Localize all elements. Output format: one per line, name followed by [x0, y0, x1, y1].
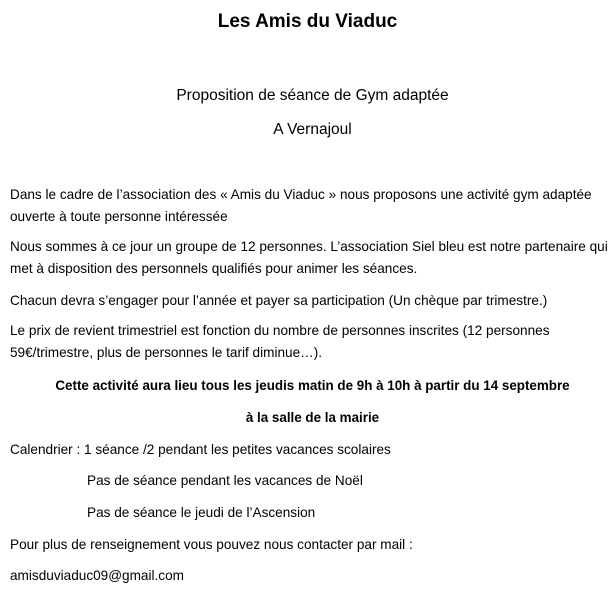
- contact-intro: Pour plus de renseignement vous pouvez nous contacter par mail :: [10, 537, 413, 552]
- paragraph-intro: Dans le cadre de l’association des « Amis du Viaduc » nous proposons une activité gym adaptée ouverte à toute personne intéressée: [10, 187, 592, 224]
- schedule-line: Cette activité aura lieu tous les jeudis matin de 9h à 10h à partir du 14 septembre: [55, 378, 570, 393]
- paragraph-group: Nous sommes à ce jour un groupe de 12 personnes. L’association Siel bleu est notre partenaire qui met à disposition des personnels qualifiés pour animer les séances.: [10, 239, 608, 276]
- subtitle-proposition: Proposition de séance de Gym adaptée: [176, 87, 449, 104]
- calendar-line: Calendrier : 1 séance /2 pendant les petites vacances scolaires: [10, 442, 391, 457]
- exception-ascension: Pas de séance le jeudi de l’Ascension: [87, 505, 316, 520]
- subtitle-location: A Vernajoul: [273, 121, 352, 138]
- document-title: Les Amis du Viaduc: [217, 11, 398, 32]
- schedule-location-line: à la salle de la mairie: [245, 410, 380, 425]
- contact-email[interactable]: amisduviaduc09@gmail.com: [10, 568, 184, 583]
- paragraph-commitment: Chacun devra s’engager pour l’année et payer sa participation (Un chèque par trimestre.): [10, 293, 548, 308]
- paragraph-price: Le prix de revient trimestriel est fonction du nombre de personnes inscrites (12 personnes 59€/trimestre, plus de personnes le tarif diminue…).: [10, 323, 550, 360]
- exception-christmas: Pas de séance pendant les vacances de Noël: [87, 473, 363, 488]
